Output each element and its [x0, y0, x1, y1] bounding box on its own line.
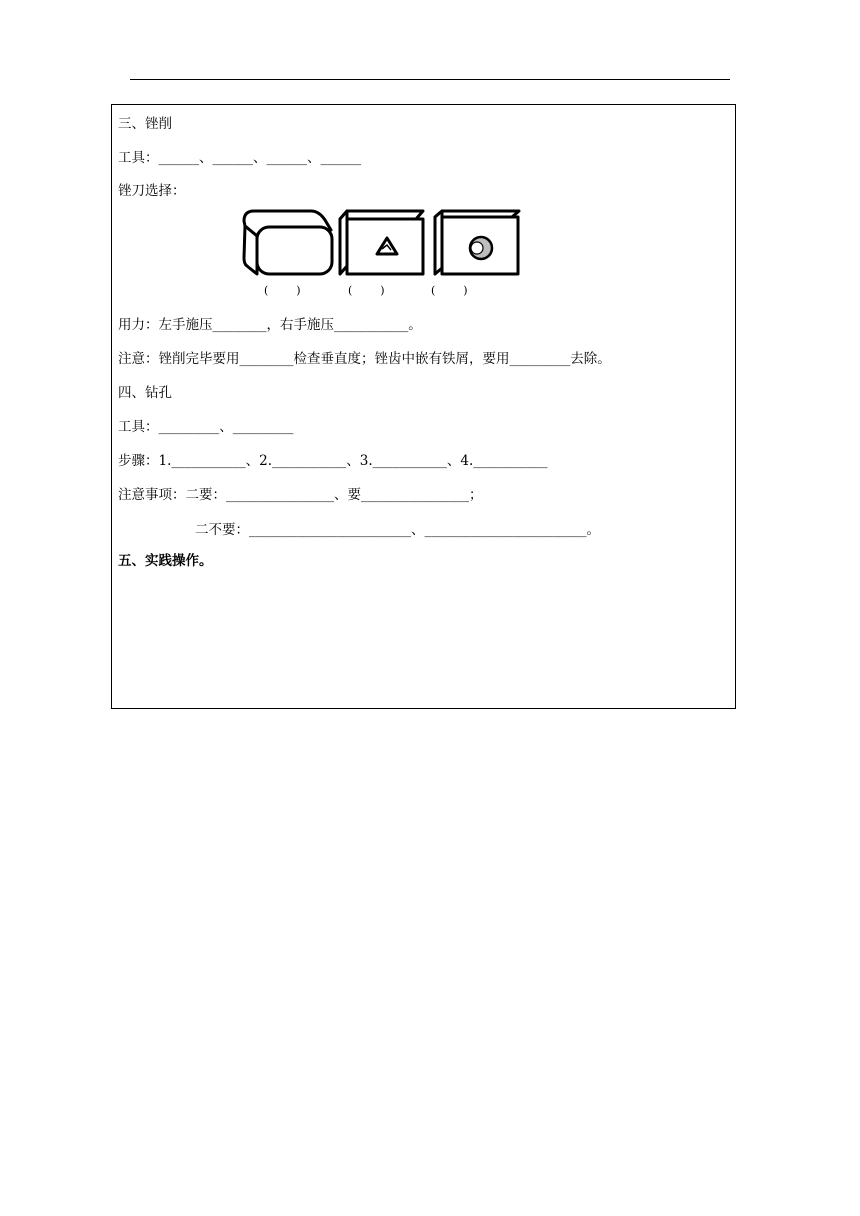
section4-title: 四、钻孔	[118, 385, 172, 401]
file-choice-label: 锉刀选择：	[118, 183, 186, 199]
section4-tools: 工具：_________、_________	[118, 419, 294, 435]
flat-file-figure	[244, 211, 332, 274]
section3-tools: 工具：______、______、______、______	[118, 150, 361, 166]
header-rule	[130, 79, 730, 80]
triangular-file-figure	[340, 211, 423, 274]
section3-force: 用力：左手施压________，右手施压___________。	[118, 317, 422, 333]
file-answer-blank-3: ( )	[431, 284, 468, 297]
worksheet-box	[111, 104, 736, 709]
section3-title: 三、锉削	[118, 116, 172, 132]
section3-note: 注意：锉削完毕要用________检查垂直度；锉齿中嵌有铁屑，要用_________去除。	[118, 351, 611, 367]
file-cross-section-figures	[241, 208, 526, 280]
section4-cautions-must-not: 二不要：________________________、________________________。	[195, 522, 600, 538]
file-answer-blank-2: ( )	[348, 284, 385, 297]
section4-steps: 步骤：1.___________、2.___________、3.___________、4.___________	[118, 453, 548, 469]
file-answer-blank-1: ( )	[264, 284, 301, 297]
section4-cautions-must: 注意事项：二要：________________、要________________；	[118, 487, 483, 503]
round-file-figure	[435, 211, 519, 274]
section5-title: 五、实践操作。	[118, 553, 213, 569]
